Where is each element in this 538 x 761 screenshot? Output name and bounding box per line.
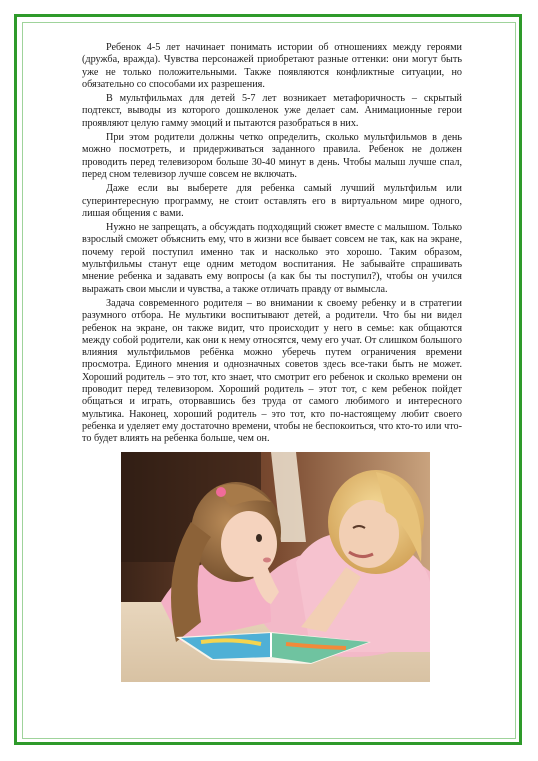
paragraph-3: При этом родители должны четко определить, сколько мультфильмов в день можно посмотреть, и придерживаться заданного правила. Ребенок не должен проводить перед телевизором больше 30-40 минут в день. Чтобы малыш лучше спал, перед сном телевизор лучше совсем не включать. <box>82 132 462 180</box>
photo-mother-daughter-reading <box>121 452 430 682</box>
paragraph-2: В мультфильмах для детей 5-7 лет возникает метафоричность – скрытый подтекст, выводы из которого дошколенок уже делает сам. Анимационные герои проявляют целую гамму эмоций и пытаются разобраться в них. <box>82 93 462 129</box>
illustration <box>121 452 430 682</box>
paragraph-1: Ребенок 4-5 лет начинает понимать истории об отношениях между героями (дружба, вражда). Чувства персонажей приобретают разные оттенки: они могут быть уже не только положительными. Также появляются конфликтные ситуации, но обязательно со способами их разрешения. <box>82 42 462 90</box>
article-body <box>82 42 462 448</box>
paragraph-5: Нужно не запрещать, а обсуждать подходящий сюжет вместе с малышом. Только взрослый сможет объяснить ему, что в жизни все бывает совсем не так, как на экране, почему герой поступил именно так и насколько это хорошо. Таким образом, мультфильмы станут еще одним методом воспитания. Не забывайте спрашивать мнение ребенка и задавать ему вопросы (а как бы ты поступил?), чтобы он учился выражать свои мысли и чувства, а также отличать правду от вымысла. <box>82 222 462 295</box>
paragraph-4: Даже если вы выберете для ребенка самый лучший мультфильм или суперинтересную программу, не стоит оставлять его в виртуальном мире одного, лишая общения с вами. <box>82 183 462 219</box>
paragraph-6: Задача современного родителя – во внимании к своему ребенку и в стратегии разумного отбора. Не мультики воспитывают детей, а родители. Что бы ни видел ребенок на экране, он также видит, что происходит у него в семье: как общаются между собой родители, как они к нему относятся, чему его учат. От слишком большого влияния мультфильмов ребёнка можно уберечь путем ограничения времени просмотра. Единого мнения и однозначных советов здесь все-таки быть не может. Хороший родитель – это тот, кто знает, что смотрит его ребенок и сколько времени он проводит перед телевизором. Хороший родитель – этот тот, с кем ребенок пойдет общаться и играть, оторвавшись без труда от самого любимого и интересного мультика. Наконец, хороший родитель – это тот, кто по-настоящему любит своего ребенка и уделяет ему достаточно времени, чтобы не беспокоиться, что кто-то или что-то будет влиять на ребенка больше, чем он. <box>82 297 462 445</box>
